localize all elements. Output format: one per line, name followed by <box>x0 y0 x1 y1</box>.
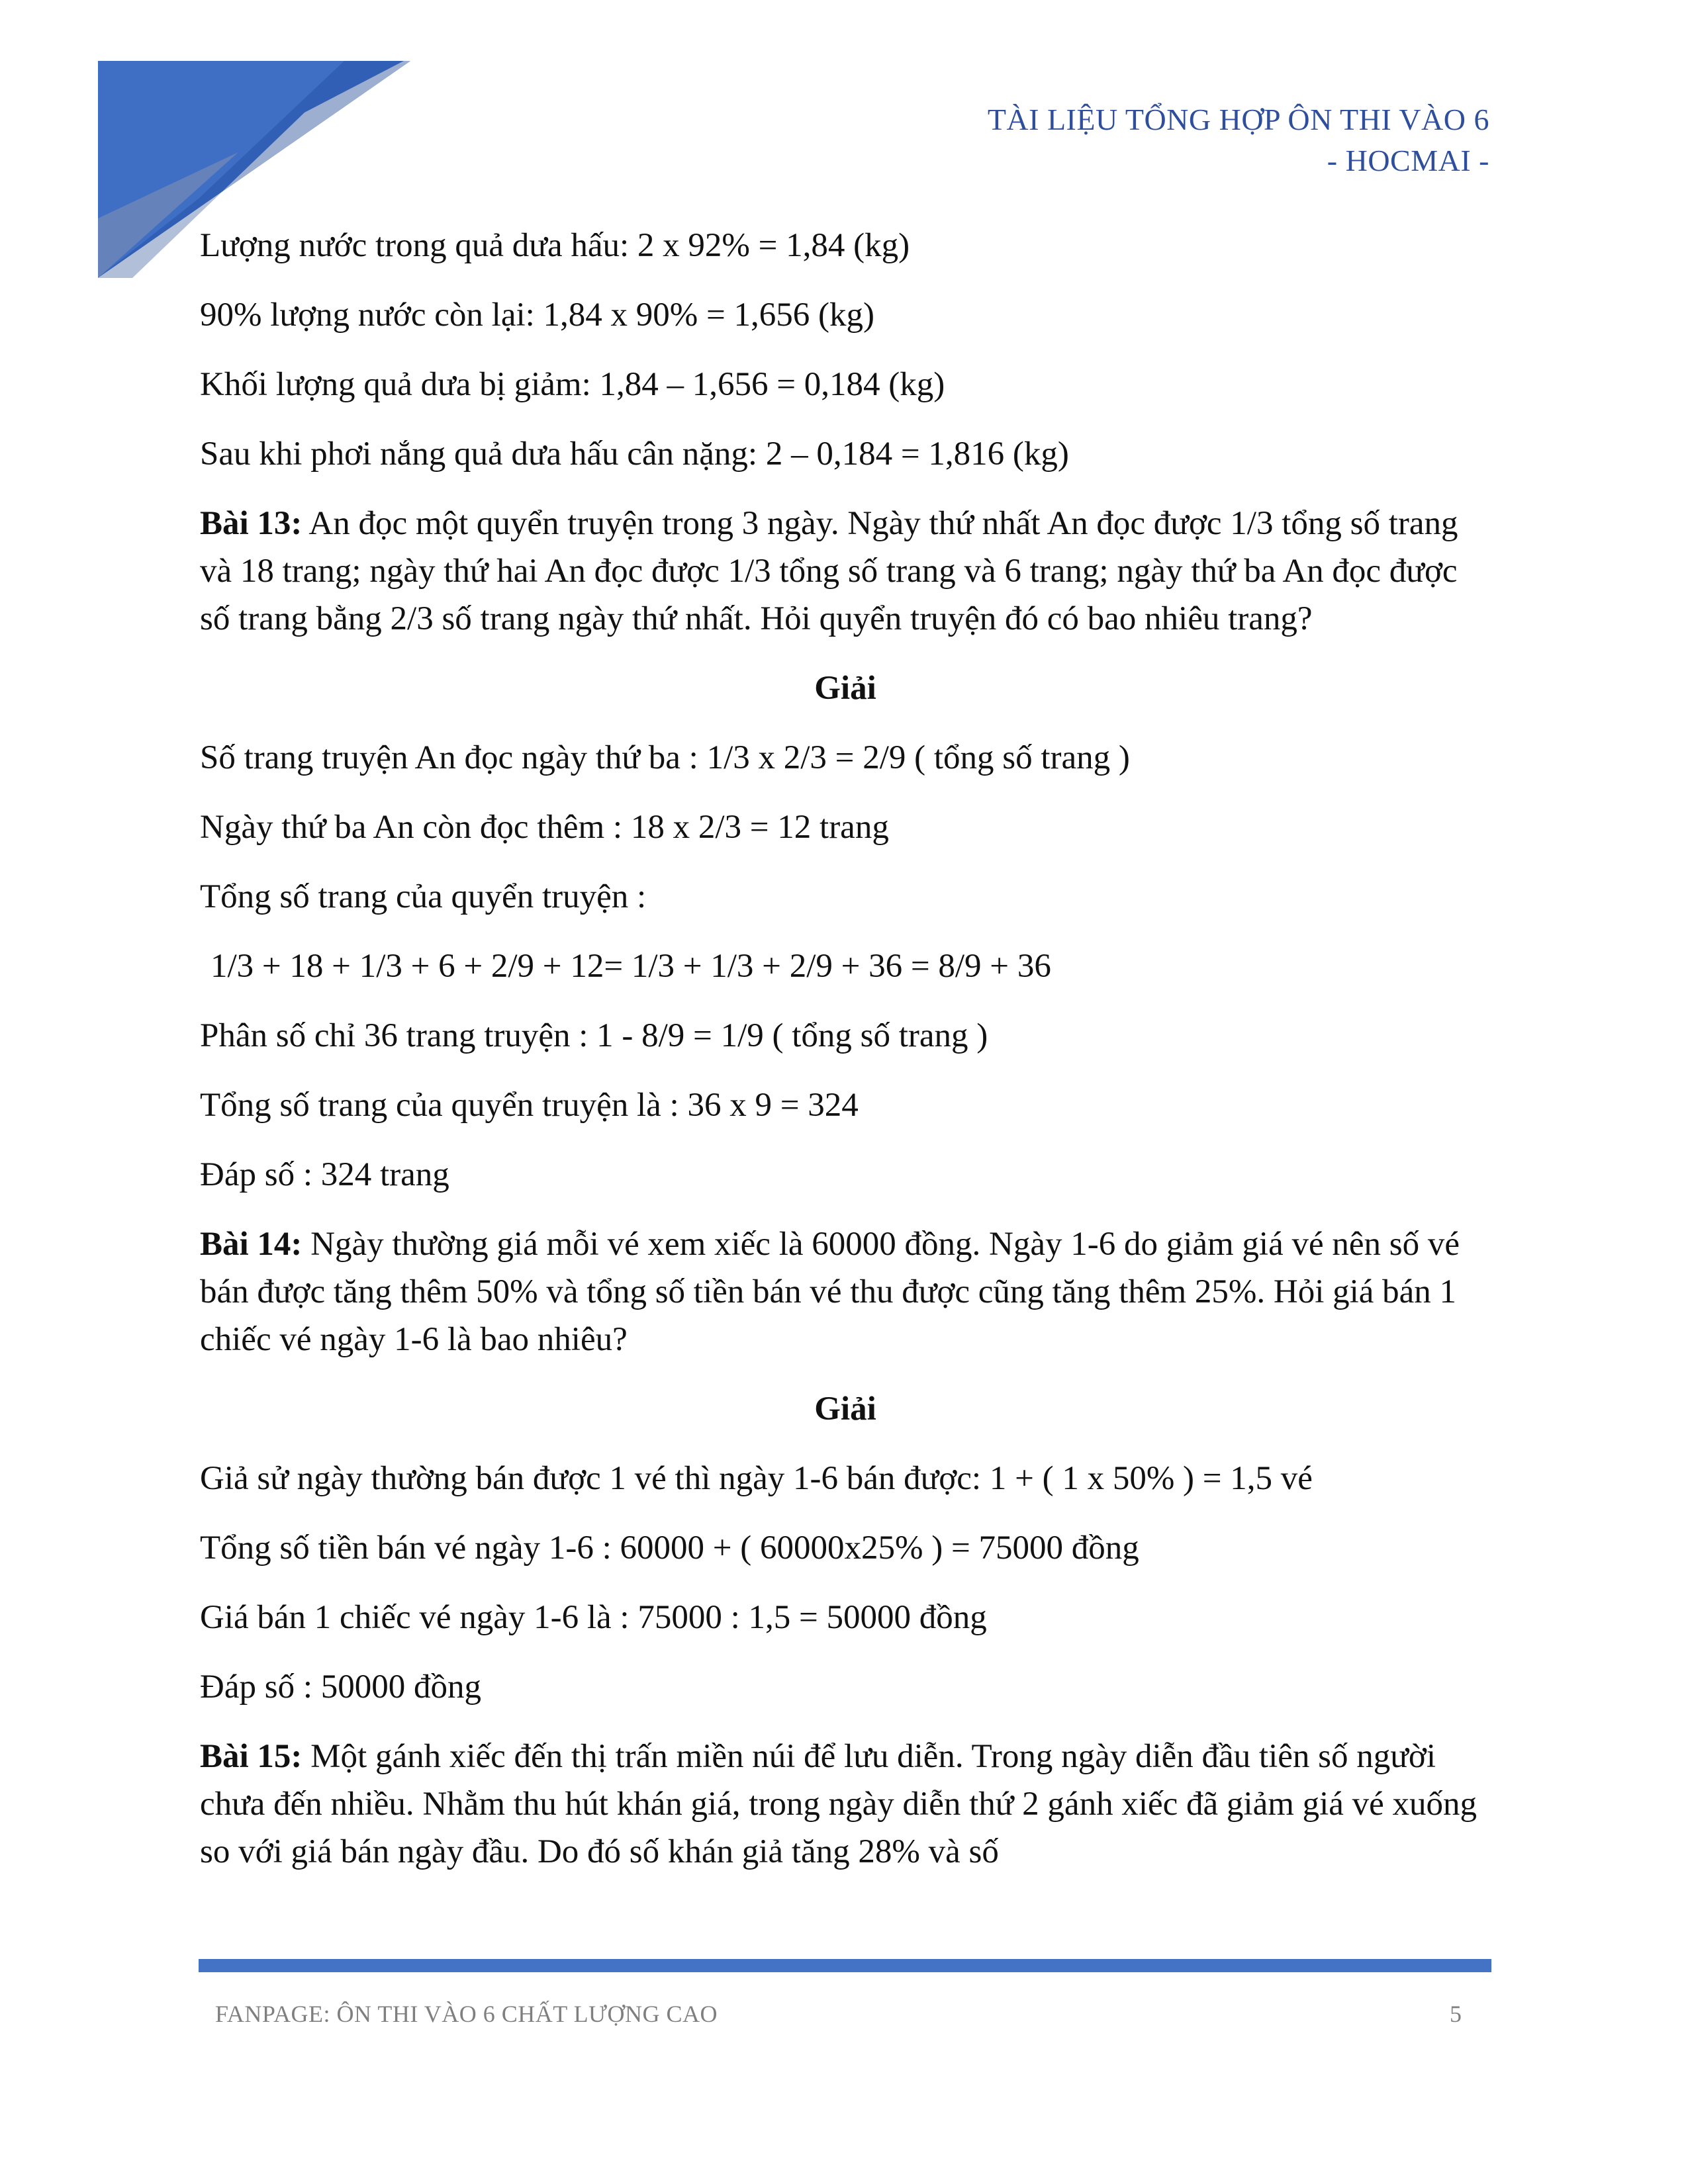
solution-line: Tổng số tiền bán vé ngày 1-6 : 60000 + ( 60000x25% ) = 75000 đồng <box>200 1529 1139 1567</box>
text-line: 90% lượng nước còn lại: 1,84 x 90% = 1,656 (kg) <box>200 296 875 334</box>
footer-rule <box>199 1959 1491 1972</box>
solution-line: Phân số chỉ 36 trang truyện : 1 - 8/9 = 1/9 ( tổng số trang ) <box>200 1017 988 1054</box>
solution-line: 1/3 + 18 + 1/3 + 6 + 2/9 + 12= 1/3 + 1/3 + 2/9 + 36 = 8/9 + 36 <box>211 948 1051 985</box>
problem-text: Một gánh xiếc đến thị trấn miền núi để lưu diễn. Trong ngày diễn đầu tiên số người chưa đến nhiều. Nhằm thu hút khán giá, trong ngày diễn thứ 2 gánh xiếc đã giảm giá vé xuống so với giá bán ngày đầu. Do đó số khán giả tăng 28% và số <box>200 1738 1477 1870</box>
header-subtitle: - HOCMAI - <box>1327 144 1489 177</box>
text-line: Sau khi phơi nắng quả dưa hấu cân nặng: 2 – 0,184 = 1,816 (kg) <box>200 435 1069 473</box>
answer-line: Đáp số : 50000 đồng <box>200 1668 481 1706</box>
problem-15 <box>200 1733 1491 1876</box>
solution-line: Giá bán 1 chiếc vé ngày 1-6 là : 75000 : 1,5 = 50000 đồng <box>200 1599 987 1636</box>
solution-line: Số trang truyện An đọc ngày thứ ba : 1/3 x 2/3 = 2/9 ( tổng số trang ) <box>200 739 1130 776</box>
problem-14 <box>200 1220 1491 1363</box>
problem-text: Ngày thường giá mỗi vé xem xiếc là 60000 đồng. Ngày 1-6 do giảm giá vé nên số vé bán được tăng thêm 50% và tổng số tiền bán vé thu được cũng tăng thêm 25%. Hỏi giá bán 1 chiếc vé ngày 1-6 là bao nhiêu? <box>200 1226 1460 1358</box>
solution-heading: Giải <box>814 670 876 707</box>
footer-fanpage: FANPAGE: ÔN THI VÀO 6 CHẤT LƯỢNG CAO <box>215 2001 718 2027</box>
problem-13 <box>200 500 1491 643</box>
solution-heading: Giải <box>814 1390 876 1428</box>
text-line: Khối lượng quả dưa bị giảm: 1,84 – 1,656 = 0,184 (kg) <box>200 366 945 403</box>
answer-line: Đáp số : 324 trang <box>200 1156 449 1193</box>
page-header <box>988 99 1489 181</box>
solution-line: Tổng số trang của quyển truyện : <box>200 878 647 915</box>
problem-label: Bài 14: <box>200 1226 303 1263</box>
solution-line: Ngày thứ ba An còn đọc thêm : 18 x 2/3 = 12 trang <box>200 809 889 846</box>
solution-line: Giả sử ngày thường bán được 1 vé thì ngày 1-6 bán được: 1 + ( 1 x 50% ) = 1,5 vé <box>200 1460 1313 1497</box>
solution-line: Tổng số trang của quyển truyện là : 36 x 9 = 324 <box>200 1087 859 1124</box>
page-number: 5 <box>1450 2001 1462 2027</box>
text-line: Lượng nước trong quả dưa hấu: 2 x 92% = 1,84 (kg) <box>200 227 910 264</box>
problem-label: Bài 13: <box>200 505 303 542</box>
header-title: TÀI LIỆU TỔNG HỢP ÔN THI VÀO 6 <box>987 103 1489 136</box>
problem-text: An đọc một quyển truyện trong 3 ngày. Ngày thứ nhất An đọc được 1/3 tổng số trang và 18 trang; ngày thứ hai An đọc được 1/3 tổng số trang và 6 trang; ngày thứ ba An đọc được số trang bằng 2/3 số trang ngày thứ nhất. Hỏi quyển truyện đó có bao nhiêu trang? <box>200 505 1458 637</box>
problem-label: Bài 15: <box>200 1738 303 1775</box>
document-body <box>200 222 1491 1897</box>
